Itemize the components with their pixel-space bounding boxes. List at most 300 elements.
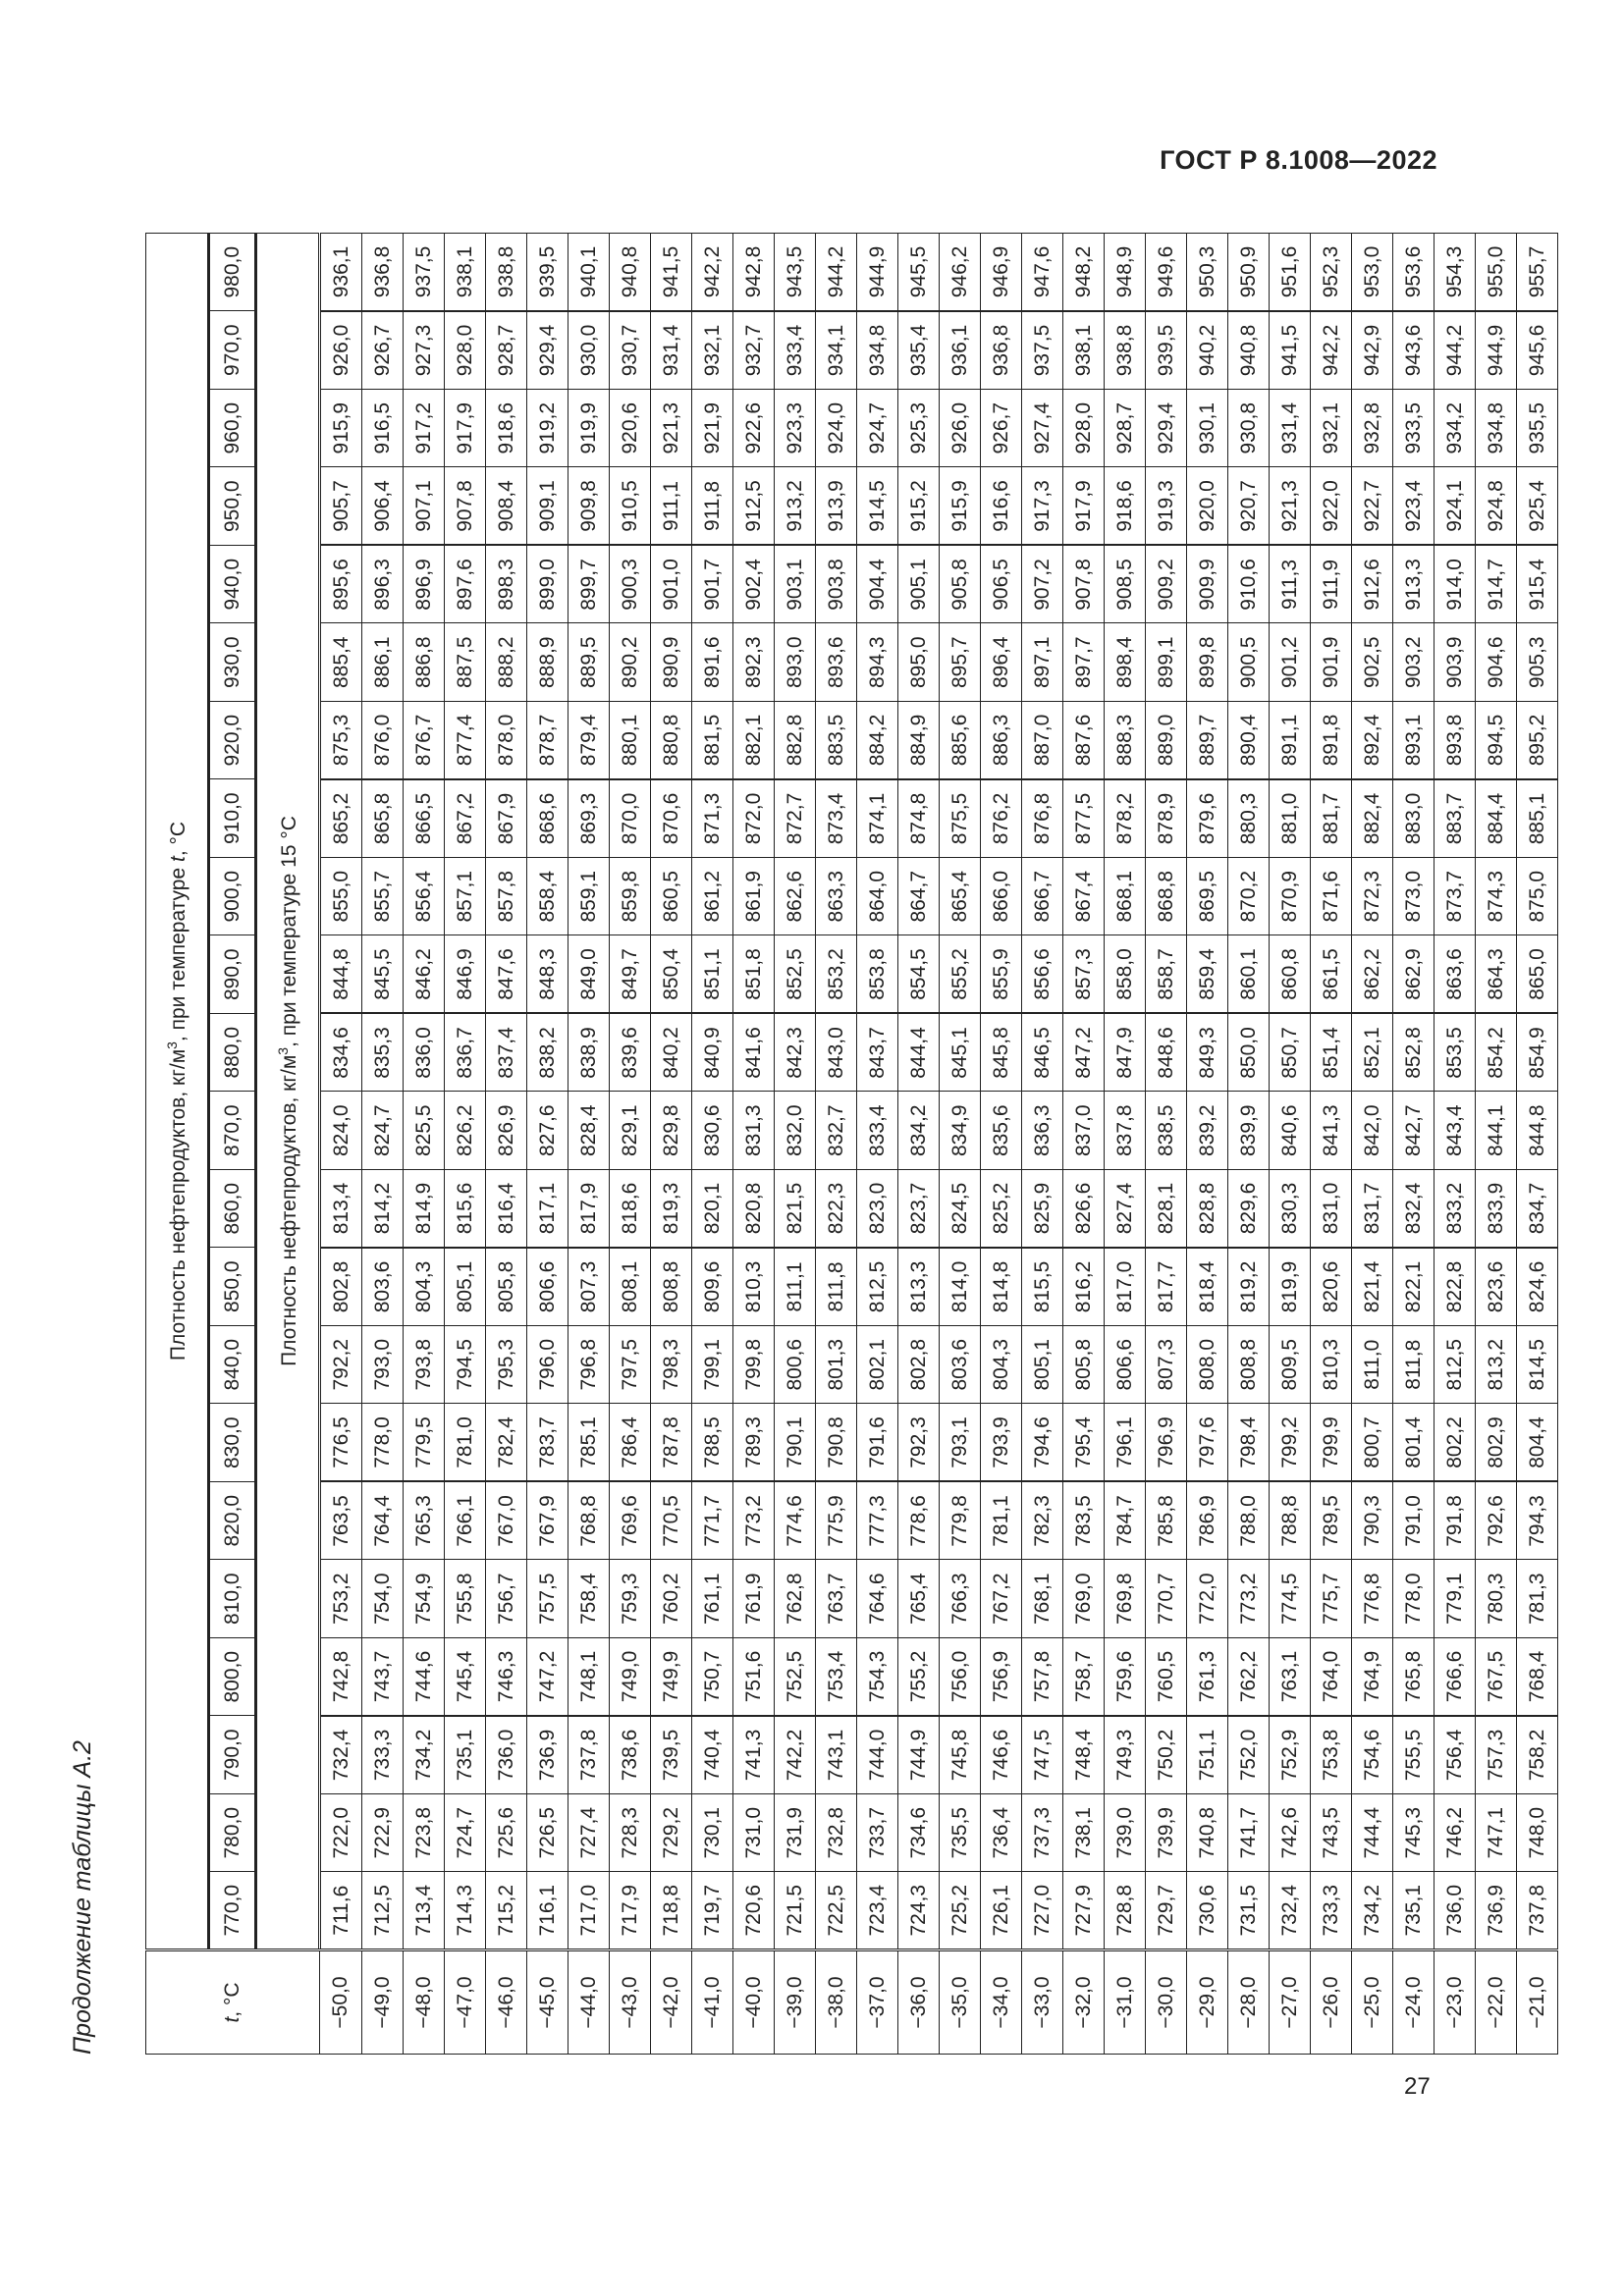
- density-cell: 754,6: [1352, 1716, 1393, 1794]
- density-cell: 948,9: [1105, 234, 1146, 312]
- temperature-cell: −32,0: [1063, 1950, 1105, 2055]
- density-cell: 895,2: [1517, 702, 1558, 780]
- density-cell: 795,4: [1063, 1404, 1105, 1482]
- density-cell: 875,0: [1517, 858, 1558, 936]
- density-cell: 824,6: [1517, 1248, 1558, 1326]
- density-cell: 811,0: [1352, 1326, 1393, 1405]
- density-cell: 847,9: [1105, 1014, 1146, 1093]
- density-cell: 857,3: [1063, 935, 1105, 1014]
- density-cell: 803,6: [362, 1248, 404, 1326]
- density-cell: 933,4: [775, 311, 816, 390]
- density-cell: 870,0: [610, 779, 651, 858]
- density-cell: 891,1: [1270, 702, 1311, 780]
- density-cell: 937,5: [404, 234, 445, 312]
- density-cell: 786,9: [1187, 1482, 1228, 1561]
- density-cell: 771,7: [692, 1482, 733, 1561]
- density-cell: 874,3: [1476, 858, 1517, 936]
- density-cell: 853,2: [816, 935, 857, 1014]
- table-row: [1352, 234, 1393, 2055]
- density-cell: 735,1: [1393, 1872, 1435, 1950]
- density-cell: 887,0: [1022, 702, 1063, 780]
- density-cell: 864,0: [857, 858, 898, 936]
- density-cell: 729,7: [1146, 1872, 1187, 1950]
- density-cell: 810,3: [1311, 1326, 1352, 1405]
- density-cell: 909,9: [1187, 546, 1228, 624]
- density-cell: 765,3: [404, 1482, 445, 1561]
- density-cell: 950,9: [1228, 234, 1270, 312]
- density-cell: 750,7: [692, 1638, 733, 1717]
- density-cell: 911,9: [1311, 546, 1352, 624]
- density-cell: 817,9: [568, 1170, 610, 1249]
- density-cell: 881,7: [1311, 779, 1352, 858]
- density-cell: 910,6: [1228, 546, 1270, 624]
- density-cell: 819,3: [651, 1170, 692, 1249]
- density-cell: 912,5: [733, 467, 775, 546]
- density-cell: 915,9: [320, 390, 362, 468]
- density-cell: 842,3: [775, 1014, 816, 1093]
- density-cell: 845,1: [940, 1014, 981, 1093]
- density-cell: 758,4: [568, 1560, 610, 1638]
- density-cell: 906,4: [362, 467, 404, 546]
- density-cell: 829,1: [610, 1092, 651, 1170]
- density-cell: 783,5: [1063, 1482, 1105, 1561]
- density-cell: 781,3: [1517, 1560, 1558, 1638]
- density-cell: 888,2: [486, 623, 527, 702]
- density-cell: 800,7: [1352, 1404, 1393, 1482]
- density-cell: 892,4: [1352, 702, 1393, 780]
- density-cell: 886,1: [362, 623, 404, 702]
- density-cell: 844,8: [320, 935, 362, 1014]
- temperature-cell: −48,0: [404, 1950, 445, 2055]
- density-cell: 916,6: [981, 467, 1022, 546]
- density-cell: 822,3: [816, 1170, 857, 1249]
- density-cell: 880,1: [610, 702, 651, 780]
- density-cell: 782,4: [486, 1404, 527, 1482]
- density-cell: 732,4: [320, 1716, 362, 1794]
- density-cell: 796,0: [527, 1326, 568, 1405]
- density-cell: 765,4: [898, 1560, 940, 1638]
- density-cell: 808,0: [1187, 1326, 1228, 1405]
- density-cell: 766,3: [940, 1560, 981, 1638]
- density-cell: 871,6: [1311, 858, 1352, 936]
- density-cell: 744,4: [1352, 1794, 1393, 1873]
- density-cell: 734,2: [1352, 1872, 1393, 1950]
- density-cell: 813,3: [898, 1248, 940, 1326]
- density-cell: 857,8: [486, 858, 527, 936]
- density-cell: 923,3: [775, 390, 816, 468]
- density-cell: 913,9: [816, 467, 857, 546]
- density-cell: 790,1: [775, 1404, 816, 1482]
- density-cell: 794,6: [1022, 1404, 1063, 1482]
- density-cell: 767,0: [486, 1482, 527, 1561]
- density-cell: 828,1: [1146, 1170, 1187, 1249]
- density-cell: 731,9: [775, 1794, 816, 1873]
- density-cell: 922,7: [1352, 467, 1393, 546]
- density-cell: 744,0: [857, 1716, 898, 1794]
- density-cell: 949,6: [1146, 234, 1187, 312]
- temperature-cell: −23,0: [1435, 1950, 1476, 2055]
- density-cell: 953,0: [1352, 234, 1393, 312]
- density-cell: 944,2: [1435, 311, 1476, 390]
- density-cell: 889,0: [1146, 702, 1187, 780]
- table-row: [857, 234, 898, 2055]
- density-cell: 832,0: [775, 1092, 816, 1170]
- density-cell: 768,8: [568, 1482, 610, 1561]
- density-cell: 917,9: [1063, 467, 1105, 546]
- density-cell: 820,8: [733, 1170, 775, 1249]
- density-cell: 950,3: [1187, 234, 1228, 312]
- density-cell: 727,4: [568, 1794, 610, 1873]
- table-row: [568, 234, 610, 2055]
- density-cell: 852,8: [1393, 1014, 1435, 1093]
- density-cell: 845,8: [981, 1014, 1022, 1093]
- density-cell: 850,0: [1228, 1014, 1270, 1093]
- density-cell: 938,8: [1105, 311, 1146, 390]
- density-cell: 809,6: [692, 1248, 733, 1326]
- density-cell: 893,0: [775, 623, 816, 702]
- density-cell: 756,7: [486, 1560, 527, 1638]
- density-cell: 739,9: [1146, 1794, 1187, 1873]
- density-cell: 764,0: [1311, 1638, 1352, 1717]
- density-cell: 775,9: [816, 1482, 857, 1561]
- density-cell: 942,9: [1352, 311, 1393, 390]
- table-row: [940, 234, 981, 2055]
- column-header: 820,0: [209, 1482, 256, 1561]
- density-cell: 723,4: [857, 1872, 898, 1950]
- density-cell: 802,2: [1435, 1404, 1476, 1482]
- density-cell: 880,8: [651, 702, 692, 780]
- density-cell: 936,8: [362, 234, 404, 312]
- density-cell: 862,2: [1352, 935, 1393, 1014]
- density-cell: 802,9: [1476, 1404, 1517, 1482]
- density-cell: 940,8: [610, 234, 651, 312]
- density-cell: 741,7: [1228, 1794, 1270, 1873]
- density-cell: 911,8: [692, 467, 733, 546]
- column-header: 910,0: [209, 779, 256, 858]
- density-cell: 885,4: [320, 623, 362, 702]
- density-cell: 738,1: [1063, 1794, 1105, 1873]
- density-cell: 878,2: [1105, 779, 1146, 858]
- density-cell: 870,9: [1270, 858, 1311, 936]
- density-cell: 872,3: [1352, 858, 1393, 936]
- density-cell: 739,5: [651, 1716, 692, 1794]
- density-cell: 839,9: [1228, 1092, 1270, 1170]
- density-cell: 726,5: [527, 1794, 568, 1873]
- density-cell: 942,2: [692, 234, 733, 312]
- density-cell: 789,3: [733, 1404, 775, 1482]
- density-cell: 881,0: [1270, 779, 1311, 858]
- density-cell: 785,1: [568, 1404, 610, 1482]
- density-cell: 762,8: [775, 1560, 816, 1638]
- density-cell: 761,3: [1187, 1638, 1228, 1717]
- density-cell: 792,3: [898, 1404, 940, 1482]
- density-cell: 859,8: [610, 858, 651, 936]
- density-cell: 824,7: [362, 1092, 404, 1170]
- density-cell: 830,3: [1270, 1170, 1311, 1249]
- density-cell: 723,8: [404, 1794, 445, 1873]
- density-cell: 820,6: [1311, 1248, 1352, 1326]
- density-cell: 906,5: [981, 546, 1022, 624]
- density-cell: 717,9: [610, 1872, 651, 1950]
- density-cell: 798,4: [1228, 1404, 1270, 1482]
- density-cell: 761,1: [692, 1560, 733, 1638]
- density-cell: 903,8: [816, 546, 857, 624]
- density-cell: 754,9: [404, 1560, 445, 1638]
- density-cell: 768,4: [1517, 1638, 1558, 1717]
- density-cell: 943,6: [1393, 311, 1435, 390]
- density-cell: 847,6: [486, 935, 527, 1014]
- table-caption: Продолжение таблицы А.2: [69, 1740, 96, 2055]
- density-cell: 730,6: [1187, 1872, 1228, 1950]
- density-cell: 838,2: [527, 1014, 568, 1093]
- density-cell: 940,1: [568, 234, 610, 312]
- density-cell: 875,3: [320, 702, 362, 780]
- density-cell: 930,7: [610, 311, 651, 390]
- density-cell: 924,7: [857, 390, 898, 468]
- density-cell: 793,1: [940, 1404, 981, 1482]
- density-cell: 934,8: [857, 311, 898, 390]
- density-cell: 861,9: [733, 858, 775, 936]
- density-cell: 889,7: [1187, 702, 1228, 780]
- density-cell: 783,7: [527, 1404, 568, 1482]
- density-cell: 944,9: [857, 234, 898, 312]
- density-cell: 744,6: [404, 1638, 445, 1717]
- density-cell: 758,2: [1517, 1716, 1558, 1794]
- density-cell: 791,6: [857, 1404, 898, 1482]
- density-cell: 865,4: [940, 858, 981, 936]
- density-cell: 890,4: [1228, 702, 1270, 780]
- density-cell: 939,5: [1146, 311, 1187, 390]
- density-cell: 838,9: [568, 1014, 610, 1093]
- density-cell: 912,6: [1352, 546, 1393, 624]
- density-cell: 817,1: [527, 1170, 568, 1249]
- density-cell: 855,2: [940, 935, 981, 1014]
- density-cell: 943,5: [775, 234, 816, 312]
- density-cell: 736,0: [486, 1716, 527, 1794]
- page-number: 27: [1404, 2073, 1431, 2100]
- density-cell: 883,5: [816, 702, 857, 780]
- density-cell: 775,7: [1311, 1560, 1352, 1638]
- density-cell: 929,4: [527, 311, 568, 390]
- density-cell: 917,9: [445, 390, 486, 468]
- density-cell: 941,5: [651, 234, 692, 312]
- density-cell: 903,1: [775, 546, 816, 624]
- temperature-cell: −46,0: [486, 1950, 527, 2055]
- density-cell: 876,2: [981, 779, 1022, 858]
- density-cell: 734,2: [404, 1716, 445, 1794]
- density-cell: 779,5: [404, 1404, 445, 1482]
- temperature-cell: −34,0: [981, 1950, 1022, 2055]
- density-cell: 946,2: [940, 234, 981, 312]
- density-cell: 850,4: [651, 935, 692, 1014]
- density-cell: 755,5: [1393, 1716, 1435, 1794]
- density-cell: 814,5: [1517, 1326, 1558, 1405]
- density-cell: 818,6: [610, 1170, 651, 1249]
- column-header: 830,0: [209, 1404, 256, 1482]
- density-cell: 902,4: [733, 546, 775, 624]
- density-cell: 867,4: [1063, 858, 1105, 936]
- density-cell: 933,5: [1393, 390, 1435, 468]
- density-cell: 900,3: [610, 546, 651, 624]
- density-cell: 781,1: [981, 1482, 1022, 1561]
- density-cell: 940,2: [1187, 311, 1228, 390]
- density-cell: 840,9: [692, 1014, 733, 1093]
- density-cell: 905,8: [940, 546, 981, 624]
- density-cell: 725,6: [486, 1794, 527, 1873]
- density-cell: 893,1: [1393, 702, 1435, 780]
- temperature-cell: −41,0: [692, 1950, 733, 2055]
- density-cell: 844,4: [898, 1014, 940, 1093]
- density-cell: 908,5: [1105, 546, 1146, 624]
- density-cell: 770,7: [1146, 1560, 1187, 1638]
- table-row: [1105, 234, 1146, 2055]
- density-cell: 778,6: [898, 1482, 940, 1561]
- density-cell: 813,4: [320, 1170, 362, 1249]
- density-cell: 938,8: [486, 234, 527, 312]
- density-cell: 886,3: [981, 702, 1022, 780]
- density-cell: 749,0: [610, 1638, 651, 1717]
- density-cell: 866,0: [981, 858, 1022, 936]
- density-cell: 827,4: [1105, 1170, 1146, 1249]
- density-cell: 930,1: [1187, 390, 1228, 468]
- density-cell: 936,1: [320, 234, 362, 312]
- density-cell: 932,7: [733, 311, 775, 390]
- density-cell: 751,1: [1187, 1716, 1228, 1794]
- density-cell: 845,5: [362, 935, 404, 1014]
- density-cell: 907,8: [445, 467, 486, 546]
- density-cell: 815,5: [1022, 1248, 1063, 1326]
- density-cell: 891,8: [1311, 702, 1352, 780]
- density-cell: 808,1: [610, 1248, 651, 1326]
- density-cell: 897,7: [1063, 623, 1105, 702]
- table-row: [1517, 234, 1558, 2055]
- table-row: [1228, 234, 1270, 2055]
- density-cell: 727,9: [1063, 1872, 1105, 1950]
- density-cell: 794,3: [1517, 1482, 1558, 1561]
- density-cell: 894,5: [1476, 702, 1517, 780]
- density-cell: 767,9: [527, 1482, 568, 1561]
- table-row: [692, 234, 733, 2055]
- density-cell: 890,9: [651, 623, 692, 702]
- density-cell: 762,2: [1228, 1638, 1270, 1717]
- density-cell: 909,8: [568, 467, 610, 546]
- density-cell: 923,4: [1393, 467, 1435, 546]
- density-cell: 817,7: [1146, 1248, 1187, 1326]
- temperature-cell: −28,0: [1228, 1950, 1270, 2055]
- density-cell: 814,2: [362, 1170, 404, 1249]
- density-cell: 846,2: [404, 935, 445, 1014]
- density-cell: 800,6: [775, 1326, 816, 1405]
- density-cell: 749,3: [1105, 1716, 1146, 1794]
- density-cell: 874,1: [857, 779, 898, 858]
- density-cell: 944,2: [816, 234, 857, 312]
- density-cell: 839,2: [1187, 1092, 1228, 1170]
- density-cell: 881,5: [692, 702, 733, 780]
- density-cell: 766,1: [445, 1482, 486, 1561]
- density-cell: 921,9: [692, 390, 733, 468]
- density-cell: 733,7: [857, 1794, 898, 1873]
- density-cell: 714,3: [445, 1872, 486, 1950]
- density-cell: 837,0: [1063, 1092, 1105, 1170]
- density-cell: 928,7: [1105, 390, 1146, 468]
- density-cell: 877,5: [1063, 779, 1105, 858]
- column-header: 960,0: [209, 390, 256, 468]
- column-header: 770,0: [209, 1872, 256, 1950]
- density-cell: 815,6: [445, 1170, 486, 1249]
- density-at-t-header: Плотность нефтепродуктов, $кг/м^3$, при температуре t, °C: [146, 234, 209, 1950]
- density-cell: 851,8: [733, 935, 775, 1014]
- density-cell: 790,8: [816, 1404, 857, 1482]
- density-cell: 893,6: [816, 623, 857, 702]
- density-cell: 759,3: [610, 1560, 651, 1638]
- density-cell: 739,0: [1105, 1794, 1146, 1873]
- temperature-header: t, °C: [146, 1950, 320, 2055]
- density-cell: 754,3: [857, 1638, 898, 1717]
- density-cell: 870,6: [651, 779, 692, 858]
- temperature-cell: −31,0: [1105, 1950, 1146, 2055]
- density-cell: 759,6: [1105, 1638, 1146, 1717]
- temperature-cell: −25,0: [1352, 1950, 1393, 2055]
- density-cell: 905,3: [1517, 623, 1558, 702]
- density-cell: 763,7: [816, 1560, 857, 1638]
- density-cell: 764,9: [1352, 1638, 1393, 1717]
- density-cell: 833,4: [857, 1092, 898, 1170]
- density-cell: 753,2: [320, 1560, 362, 1638]
- density-cell: 780,3: [1476, 1560, 1517, 1638]
- density-cell: 813,2: [1476, 1326, 1517, 1405]
- density-cell: 736,9: [527, 1716, 568, 1794]
- density-cell: 888,9: [527, 623, 568, 702]
- density-cell: 805,1: [445, 1248, 486, 1326]
- density-cell: 812,5: [1435, 1326, 1476, 1405]
- density-cell: 929,4: [1146, 390, 1187, 468]
- density-cell: 917,3: [1022, 467, 1063, 546]
- density-cell: 858,7: [1146, 935, 1187, 1014]
- density-cell: 805,8: [1063, 1326, 1105, 1405]
- density-cell: 810,3: [733, 1248, 775, 1326]
- density-cell: 859,1: [568, 858, 610, 936]
- density-cell: 876,8: [1022, 779, 1063, 858]
- density-cell: 841,3: [1311, 1092, 1352, 1170]
- column-header: 890,0: [209, 935, 256, 1014]
- density-cell: 713,4: [404, 1872, 445, 1950]
- header-row-top: [146, 234, 209, 2055]
- density-cell: 802,8: [320, 1248, 362, 1326]
- density-cell: 816,4: [486, 1170, 527, 1249]
- density-cell: 860,8: [1270, 935, 1311, 1014]
- density-cell: 924,8: [1476, 467, 1517, 546]
- density-cell: 811,8: [816, 1248, 857, 1326]
- density-cell: 899,1: [1146, 623, 1187, 702]
- temperature-cell: −44,0: [568, 1950, 610, 2055]
- density-cell: 814,8: [981, 1248, 1022, 1326]
- density-cell: 885,6: [940, 702, 981, 780]
- density-cell: 889,5: [568, 623, 610, 702]
- density-cell: 761,9: [733, 1560, 775, 1638]
- density-cell: 746,2: [1435, 1794, 1476, 1873]
- density-cell: 840,2: [651, 1014, 692, 1093]
- density-cell: 955,7: [1517, 234, 1558, 312]
- density-cell: 823,6: [1476, 1248, 1517, 1326]
- density-cell: 830,6: [692, 1092, 733, 1170]
- density-cell: 736,9: [1476, 1872, 1517, 1950]
- density-cell: 944,9: [1476, 311, 1517, 390]
- density-cell: 724,7: [445, 1794, 486, 1873]
- column-header: 970,0: [209, 311, 256, 390]
- density-cell: 796,1: [1105, 1404, 1146, 1482]
- density-cell: 855,0: [320, 858, 362, 936]
- table-row: [1187, 234, 1228, 2055]
